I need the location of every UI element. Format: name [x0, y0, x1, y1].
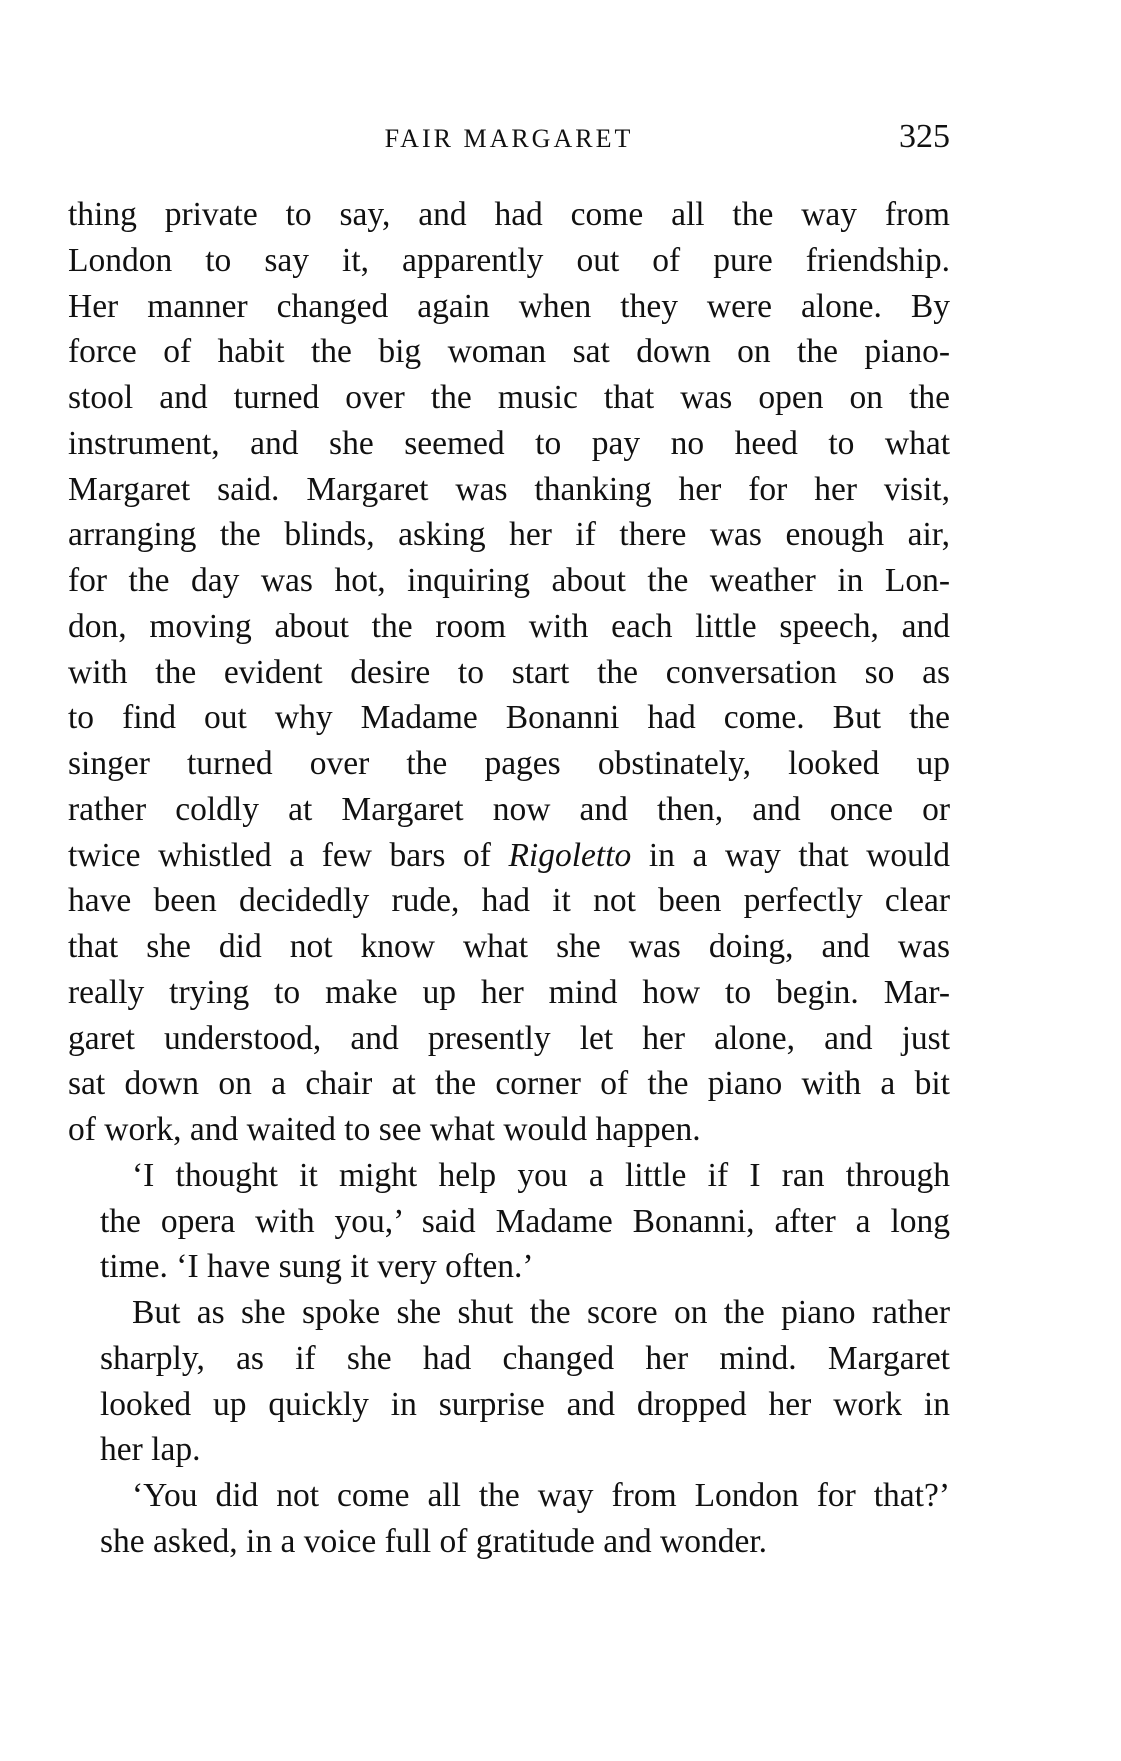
text-line: have been decidedly rude, had it not been perfectly clear — [68, 882, 950, 920]
text-segment: twice whistled a few bars of — [68, 836, 509, 874]
text-line: force of habit the big woman sat down on the piano- — [68, 333, 950, 371]
text-line: instrument, and she seemed to pay no heed to what — [68, 424, 950, 462]
text-line: the opera with you,’ said Madame Bonanni, after a long — [100, 1202, 950, 1240]
running-header — [68, 118, 950, 162]
text-line: Margaret said. Margaret was thanking her for her visit, — [68, 470, 950, 508]
paragraph-4 — [68, 1473, 950, 1565]
text-line: time. ‘I have sung it very often.’ — [100, 1248, 534, 1286]
text-line: rather coldly at Margaret now and then, and once or — [68, 790, 950, 828]
text-line: sharply, as if she had changed her mind. Margaret — [100, 1339, 950, 1377]
text-line: singer turned over the pages obstinately, looked up — [68, 745, 950, 782]
text-line: of work, and waited to see what would happen. — [68, 1111, 701, 1148]
text-line-with-italic — [68, 833, 950, 879]
text-line: stool and turned over the music that was open on the — [68, 379, 950, 416]
text-line: her lap. — [100, 1431, 201, 1469]
page-number: 325 — [899, 118, 950, 155]
text-line: ‘I thought it might help you a little if I ran through — [132, 1156, 950, 1194]
text-line: don, moving about the room with each little speech, and — [68, 607, 950, 645]
text-segment: in a way that would — [631, 836, 950, 874]
text-line: she asked, in a voice full of gratitude and wonder. — [100, 1522, 768, 1560]
paragraph-2 — [68, 1153, 950, 1290]
text-line: looked up quickly in surprise and dropped her work in — [100, 1385, 950, 1423]
text-line: for the day was hot, inquiring about the weather in Lon- — [68, 562, 950, 599]
paragraph-1 — [68, 192, 950, 1153]
text-line: ‘You did not come all the way from London for that?’ — [132, 1477, 950, 1514]
running-title: FAIR MARGARET — [384, 124, 634, 153]
text-line: really trying to make up her mind how to begin. Mar- — [68, 973, 950, 1011]
text-line: thing private to say, and had come all the way from — [68, 196, 950, 233]
body-text — [68, 192, 950, 1565]
text-line: with the evident desire to start the conversation so as — [68, 653, 950, 691]
italic-title: Rigoletto — [508, 836, 632, 874]
text-line: that she did not know what she was doing, and was — [68, 928, 950, 965]
text-line: to find out why Madame Bonanni had come. But the — [68, 699, 950, 737]
paragraph-3 — [68, 1290, 950, 1473]
text-line: arranging the blinds, asking her if there was enough air, — [68, 516, 950, 554]
text-line: Her manner changed again when they were alone. By — [68, 287, 950, 325]
text-line: But as she spoke she shut the score on the piano rather — [132, 1294, 950, 1331]
text-line: London to say it, apparently out of pure friendship. — [68, 241, 950, 279]
text-line: sat down on a chair at the corner of the piano with a bit — [68, 1065, 950, 1103]
text-line: garet understood, and presently let her alone, and just — [68, 1019, 950, 1057]
